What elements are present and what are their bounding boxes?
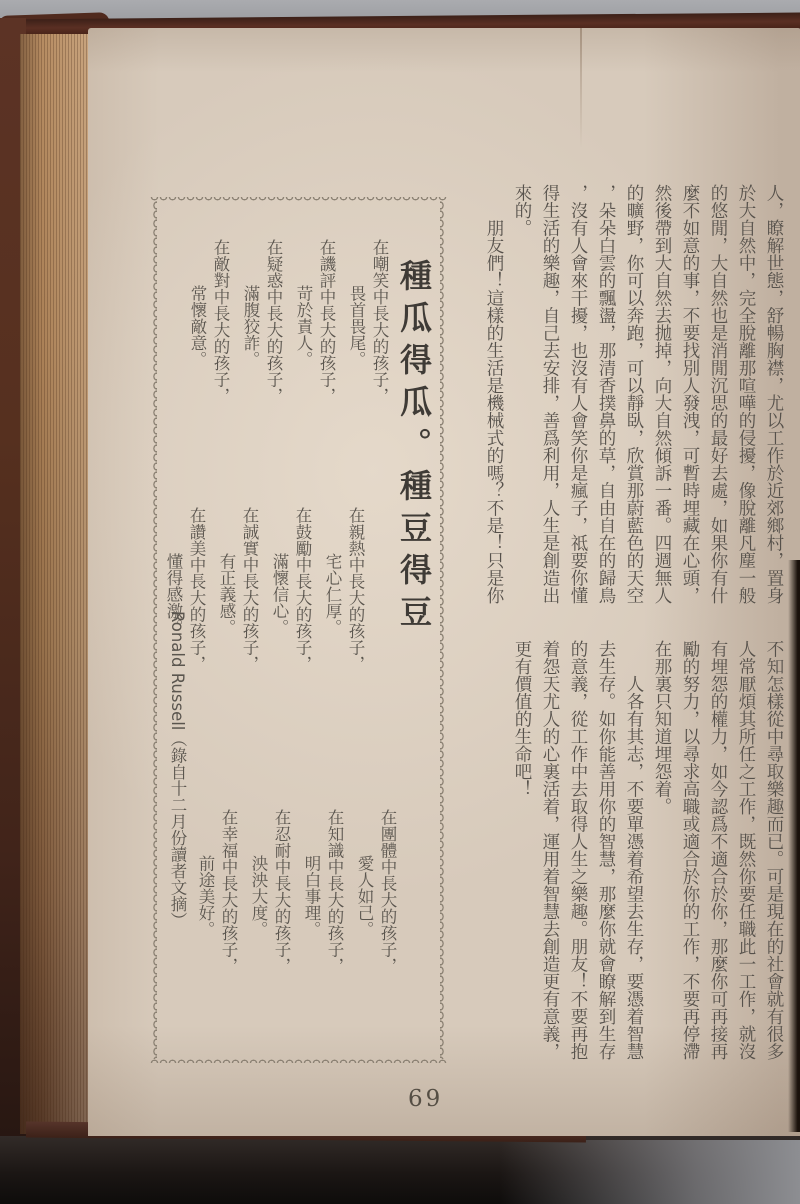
quote-item-phrase: 在親熱中長大的孩子，	[346, 507, 365, 672]
quote-item	[194, 809, 240, 1065]
body-text-block-2	[508, 640, 788, 1061]
quote-item-result: 有正義感。	[217, 553, 236, 636]
paragraph: 不知怎樣從中尋取樂趣而已。可是現在的社會就有很多人常厭煩其所任之工作，既然你要任職此一工作，就沒有埋怨的權力，如今認爲不適合於你，那麼你可再接再勵的努力，以尋求高職或適合於你的工作，不要再停滯在那裏只知道埋怨着。	[652, 640, 784, 1060]
quote-item-phrase: 在嘲笑中長大的孩子，	[370, 239, 389, 404]
paragraph: 人各有其志，不要單憑着希望去生存，要憑着智慧去生存。如你能善用你的智慧，那麼你就會瞭解到生存的意義，從工作中去取得人生之樂趣。朋友！不要再抱着怨天尤人的心裏活着，運用着智慧去創造更有意義，更有價值的生命吧！	[512, 640, 644, 1060]
quote-item-result: 泱泱大度。	[249, 855, 268, 938]
quote-items-row-1	[179, 239, 391, 495]
quote-item-result: 前途美好。	[196, 855, 215, 938]
paragraph: 人，瞭解世態，舒暢胸襟，尤以工作於近郊鄉村，置身於大自然中，完全脫離那喧嘩的侵擾，像脫離凡塵一般的悠閒，大自然也是消閒沉思的最好去處，如果你有什麼不如意的事，不要找別人發洩，可暫時埋藏在心頭，然後帶到大自然去拋掉，向大自然傾訴一番。四週無人的曠野，你可以奔跑，可以靜臥，欣賞那蔚藍色的天空，朵朵白雲的飄盪，那清香撲鼻的草，自由自在的歸鳥，沒有人會來干擾，也沒有人會笑你是瘋子，祗要你懂得生活的樂趣，自己去安排，善爲利用，人生是創造出來的。	[512, 184, 784, 604]
quote-item	[268, 507, 314, 763]
quote-attribution: Ronald Russell（錄自十二月份讀者文摘）	[168, 611, 187, 929]
quote-item-phrase: 在敵對中長大的孩子，	[211, 239, 230, 404]
quote-item	[292, 239, 338, 495]
quote-item	[247, 809, 293, 1065]
quote-item-phrase: 在誠實中長大的孩子，	[240, 507, 259, 672]
quote-item-result: 宅心仁厚。	[323, 553, 342, 636]
page-stack-fore-edge	[20, 34, 94, 1134]
quote-item-phrase: 在團體中長大的孩子，	[378, 809, 397, 974]
quote-box	[150, 197, 447, 1063]
quote-item-phrase: 在讚美中長大的孩子，	[187, 507, 206, 672]
gutter-shadow	[788, 560, 800, 1132]
quote-item-result: 常懷敵意。	[188, 285, 207, 368]
quote-item-phrase: 在疑惑中長大的孩子，	[264, 239, 283, 404]
wavy-border-right	[440, 201, 447, 1059]
quote-item-result: 愛人如己。	[355, 855, 374, 938]
quote-item-result: 畏首畏尾。	[347, 285, 366, 368]
quote-item-phrase: 在鼓勵中長大的孩子，	[293, 507, 312, 672]
quote-item-result: 懂得感激。	[164, 553, 183, 636]
quote-item-result: 滿懷信心。	[270, 553, 289, 636]
body-text-block-1	[480, 184, 788, 605]
quote-item	[345, 239, 391, 495]
quote-item-phrase: 在忍耐中長大的孩子，	[272, 809, 291, 974]
quote-item-phrase: 在知識中長大的孩子，	[325, 809, 344, 974]
quote-item-result: 苛於責人。	[294, 285, 313, 368]
quote-item	[215, 507, 261, 763]
quote-item-result: 滿腹狡詐。	[241, 285, 260, 368]
quote-item	[321, 507, 367, 763]
page-number: 69	[408, 1086, 444, 1112]
page-crease	[580, 28, 582, 148]
quote-item-result: 明白事理。	[302, 855, 321, 938]
quote-item	[186, 239, 232, 495]
table-surface-highlight	[500, 1140, 800, 1204]
quote-item	[239, 239, 285, 495]
quote-item-phrase: 在譏評中長大的孩子，	[317, 239, 336, 404]
quote-items-row-3	[187, 809, 399, 1065]
quote-item	[300, 809, 346, 1065]
quote-box-title: 種瓜得瓜。種豆得豆	[395, 259, 433, 637]
wavy-border-top	[150, 197, 447, 204]
quote-item	[353, 809, 399, 1065]
paragraph: 朋友們！這樣的生活是機械式的嗎？不是！只是你	[484, 219, 504, 604]
quote-item-phrase: 在幸福中長大的孩子，	[219, 809, 238, 974]
